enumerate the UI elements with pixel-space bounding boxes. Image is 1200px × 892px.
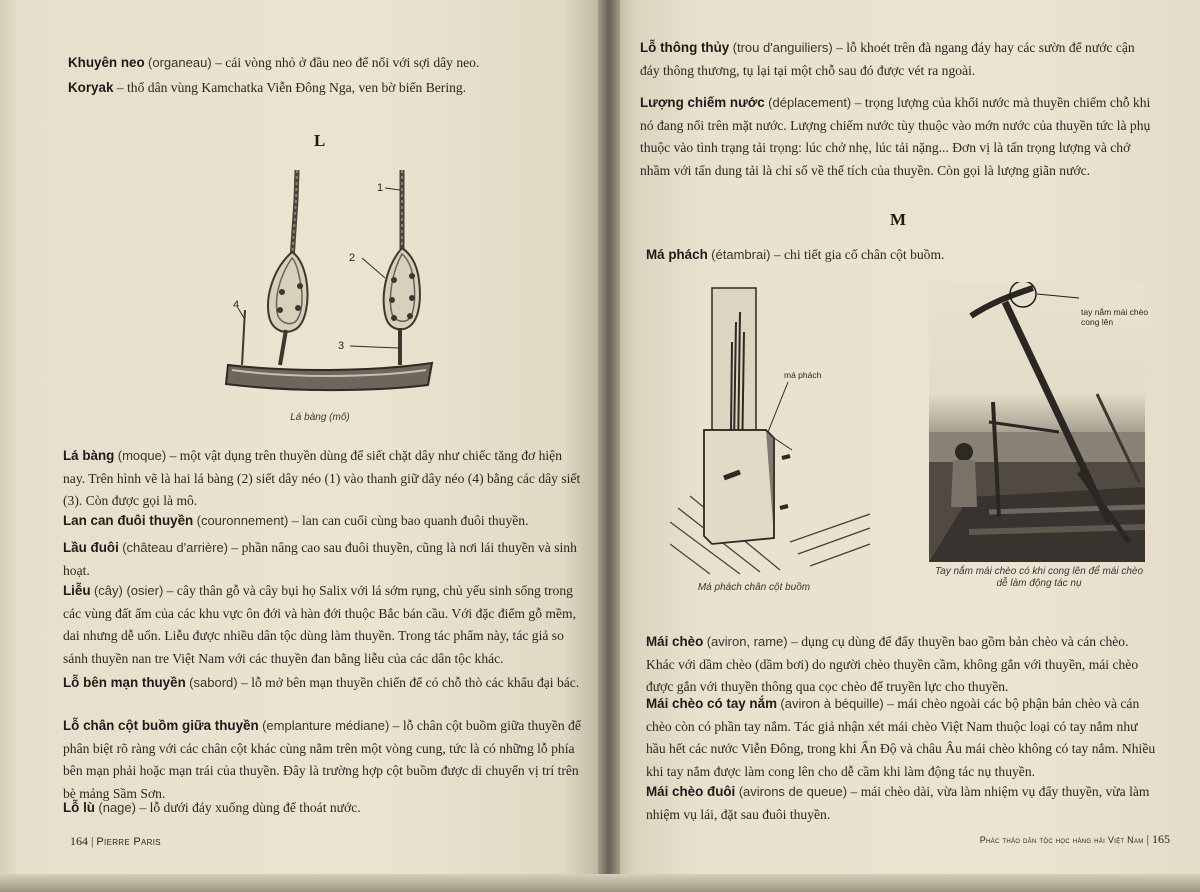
entry-term: Mái chèo — [646, 634, 704, 649]
entry-la-bang — [63, 445, 583, 513]
page-number: 164 — [70, 834, 88, 848]
entry-french: (trou d'anguiliers) — [732, 40, 833, 55]
entry-term: Lầu đuôi — [63, 540, 119, 555]
entry-text: – lỗ khoét trên đà ngang đáy hay các sườn để nước cận đáy thông thương, tụ lại tại một chỗ sau đó được vét ra ngoài. — [640, 40, 1135, 78]
entry-term: Lá bàng — [63, 448, 115, 463]
entry-mai-cheo — [646, 631, 1156, 699]
entry-term: Lan can đuôi thuyền — [63, 513, 194, 528]
figure-left-caption: Má phách chân cột buồm — [697, 582, 811, 593]
entry-text: – mái chèo dài, vừa làm nhiệm vụ đẩy thuyền, vừa làm nhiệm vụ lái, đặt sau đuôi thuyền. — [646, 784, 1150, 822]
mast-partner-illustration — [670, 282, 870, 582]
entry-french: (déplacement) — [768, 95, 852, 110]
entry-french: (moque) — [117, 448, 167, 463]
figure-label-3: 3 — [338, 340, 345, 352]
entry-french: (emplanture médiane) — [262, 718, 390, 733]
entry-term: Lượng chiếm nước — [640, 95, 765, 110]
section-letter-m: M — [890, 210, 907, 229]
entry-term: Mái chèo có tay nắm — [646, 696, 777, 711]
entry-french: (étambrai) — [711, 247, 771, 262]
entry-text: – lỗ chân cột buồm giữa thuyền để phân biệt rõ ràng với các chân cột khác cùng nằm trên một vòng cung, tức là có những lỗ phía bên mạn phải hoặc mạn trái của thuyền. Đây là trường hợp cột buồm được di chuyển vị trí trên bè mảng Sầm Sơn. — [63, 718, 581, 801]
figure-label-2: 2 — [349, 252, 356, 264]
entry-text: – một vật dụng trên thuyền dùng để siết chặt dây như chiếc tăng đơ hiện nay. Trên hình vẽ là hai lá bàng (2) siết dây néo (1) vào thanh giữ dây néo (4) bằng các dây siết (3). Còn được gọi là mô. — [63, 448, 581, 508]
entry-lo-lu — [63, 797, 583, 820]
entry-text: – trọng lượng của khối nước mà thuyền chiếm chỗ khi nó đang nổi trên mặt nước. Lượng chiếm nước tùy thuộc vào mớn nước của thuyền tức là phụ thuộc vào tình trạng tải trọng: lúc chở nhẹ, lúc tải nặng... Đơn vị là tấn trọng lượng và chớ nhầm với tấn dung tải là chỉ số về thể tích của thuyền. Còn gọi là lượng giãn nước. — [640, 95, 1151, 178]
entry-term: Má phách — [646, 247, 708, 262]
entry-french: (aviron, rame) — [706, 634, 788, 649]
entry-text: – dụng cụ dùng để đẩy thuyền bao gồm bản chèo và cán chèo. Khác với dầm chèo (dầm bơi) do người chèo thuyền cầm, không gắn với thuyền, mái chèo được gắn với thuyền thông qua cọc chèo để truyền lực cho thuyền. — [646, 634, 1139, 694]
entry-lo-ben-man — [63, 672, 583, 695]
entry-french: (château d'arrière) — [122, 540, 229, 555]
entry-term: Lỗ chân cột buồm giữa thuyền — [63, 718, 259, 733]
entry-lo-thong-thuy — [640, 37, 1152, 82]
footer-separator: | — [1146, 832, 1149, 846]
ma-phach-label: má phách — [784, 370, 822, 380]
entry-lan-can — [63, 510, 583, 533]
entry-french: (aviron à béquille) — [780, 696, 884, 711]
entry-french: (organeau) — [148, 55, 212, 70]
footer-separator: | — [91, 834, 94, 848]
entry-term: Khuyên neo — [68, 55, 145, 70]
left-page-footer — [70, 834, 161, 849]
section-letter-l: L — [314, 131, 326, 150]
entry-text: – cái vòng nhỏ ở đầu neo để nối với sợi dây neo. — [211, 55, 480, 70]
entry-lau-duoi — [63, 537, 583, 582]
entry-term: Lỗ lù — [63, 800, 95, 815]
book-gutter — [598, 0, 620, 892]
entry-french: (sabord) — [189, 675, 238, 690]
entry-mai-cheo-tay-nam — [646, 693, 1156, 783]
ma-phach-block — [704, 430, 774, 544]
entry-koryak — [68, 77, 538, 100]
figure-caption: Lá bàng (mô) — [290, 412, 350, 423]
figure-right-caption: Tay nắm mái chèo có khi cong lên để mái chèo dễ làm động tác nụ — [934, 566, 1144, 589]
entry-french: (cây) (osier) — [93, 583, 164, 598]
entry-french: (couronnement) — [196, 513, 289, 528]
entry-french: (nage) — [98, 800, 136, 815]
entry-term: Koryak — [68, 80, 114, 95]
entry-luong-chiem-nuoc — [640, 92, 1152, 182]
entry-term: Lỗ thông thủy — [640, 40, 730, 55]
entry-text: – cây thân gỗ và cây bụi họ Salix với lá sớm rụng, chủ yếu sinh sống trong các vùng đất ẩm của các khu vực ôn đới và hàn đới thuộc Bắc bán cầu. Với đặc điểm gỗ mềm, dai nhưng dễ uốn. Liễu được nhiều dân tộc dùng làm thuyền. Trong tác phẩm này, tác giả so sánh thuyền nan tre Việt Nam với các thuyền đan bằng liễu của các dân tộc khác. — [63, 583, 576, 666]
entry-french: (avirons de queue) — [738, 784, 848, 799]
entry-text: – mái chèo ngoài các bộ phận bản chèo và cán chèo còn có phần tay nắm. Tác giả nhận xét mái chèo Việt Nam thuộc loại có tay nắm như hầu hết các nước Viễn Đông, trong khi Ấn Độ và châu Âu mái chèo không có tay nắm. Nhiều khi tay nắm được làm cong lên cho dễ cầm khi làm động tác nụ thuyền. — [646, 696, 1156, 779]
entry-lieu — [63, 580, 583, 670]
entry-text: – lan can cuối cùng bao quanh đuôi thuyền. — [288, 513, 529, 528]
book-bottom-edge — [0, 874, 1200, 892]
entry-mai-cheo-duoi — [646, 781, 1156, 826]
page-number: 165 — [1152, 832, 1170, 846]
footer-running-title: Phác thảo dân tộc học hàng hải Việt Nam — [979, 835, 1144, 845]
entry-khuyen-neo — [68, 52, 538, 75]
oar-handle-label: tay nắm mái chèo cong lên — [1081, 307, 1151, 327]
entry-lo-chan-cot — [63, 715, 583, 805]
entry-text: – lỗ dưới đáy xuống dùng để thoát nước. — [135, 800, 361, 815]
entry-term: Lỗ bên mạn thuyền — [63, 675, 186, 690]
entry-term: Liễu — [63, 583, 91, 598]
figure-label-1: 1 — [377, 182, 384, 194]
entry-text: – thổ dân vùng Kamchatka Viễn Đông Nga, ven bờ biển Bering. — [113, 80, 467, 95]
entry-term: Mái chèo đuôi — [646, 784, 736, 799]
footer-author: Pierre Paris — [96, 836, 161, 848]
right-page — [612, 0, 1200, 892]
right-page-footer — [922, 832, 1170, 847]
entry-text: – lỗ mở bên mạn thuyền chiến để có chỗ thò các khẩu đại bác. — [237, 675, 580, 690]
entry-ma-phach — [646, 244, 1146, 267]
moque-illustration — [220, 160, 440, 405]
oar-handle — [971, 288, 1033, 316]
entry-text: – phần nâng cao sau đuôi thuyền, cũng là nơi lái thuyền và sinh hoạt. — [63, 540, 577, 578]
figure-label-4: 4 — [233, 299, 240, 311]
entry-text: – chi tiết gia cố chân cột buồm. — [770, 247, 945, 262]
